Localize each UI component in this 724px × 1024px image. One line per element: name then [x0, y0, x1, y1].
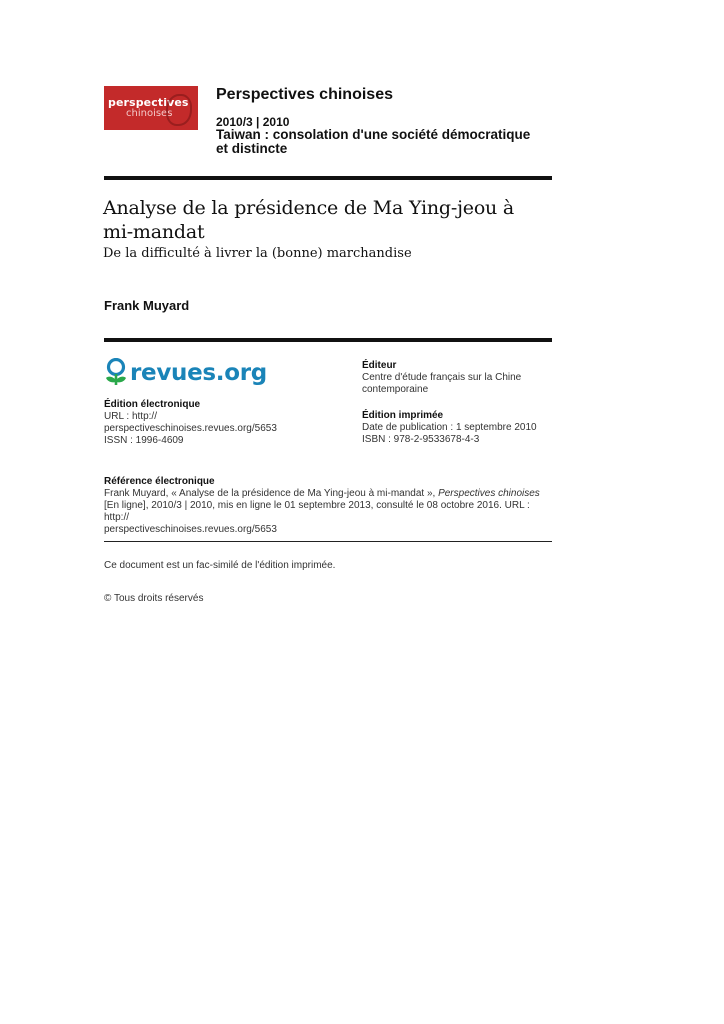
- isbn: ISBN : 978-2-9533678-4-3: [362, 434, 480, 445]
- reference-citation: [104, 488, 552, 536]
- article-divider: [104, 338, 552, 342]
- reference-journal: Perspectives chinoises: [438, 488, 540, 499]
- edition-electronique-info: [104, 411, 324, 447]
- edition-imprimee-info: [362, 422, 552, 446]
- revues-logo[interactable]: [104, 358, 267, 388]
- header-divider: [104, 176, 552, 180]
- reference-part2: [En ligne], 2010/3 | 2010, mis en ligne le 01 septembre 2013, consulté le 08 octobre 2016. URL : http://: [104, 500, 530, 523]
- footer-divider: [104, 541, 552, 542]
- edition-imprimee-label: Édition imprimée: [362, 410, 444, 421]
- edition-url-host[interactable]: perspectiveschinoises.revues.org/5653: [104, 423, 277, 434]
- article-subtitle: De la difficulté à livrer la (bonne) marchandise: [103, 246, 412, 261]
- publication-date: Date de publication : 1 septembre 2010: [362, 422, 537, 433]
- issue-title: Taiwan : consolation d'une société démocratique et distincte: [216, 127, 531, 156]
- revues-leaf-icon: [104, 358, 128, 388]
- editeur-label: Éditeur: [362, 360, 397, 371]
- journal-logo-text: perspectives: [108, 96, 189, 109]
- editeur-value: Centre d'étude français sur la Chine contemporaine: [362, 372, 522, 395]
- reference-url[interactable]: perspectiveschinoises.revues.org/5653: [104, 524, 277, 535]
- edition-issn: ISSN : 1996-4609: [104, 435, 184, 446]
- issue-number: 2010/3 | 2010: [216, 115, 290, 129]
- journal-logo-subtext: chinoises: [126, 108, 173, 119]
- reference-label: Référence électronique: [104, 476, 215, 487]
- calligraphy-icon: [166, 94, 192, 126]
- author-name: Frank Muyard: [104, 298, 190, 313]
- article-title: Analyse de la présidence de Ma Ying-jeou à mi-mandat: [103, 197, 515, 243]
- journal-logo: [104, 86, 198, 130]
- journal-title: Perspectives chinoises: [216, 86, 393, 103]
- facsimile-note: Ce document est un fac-similé de l'édition imprimée.: [104, 560, 336, 571]
- revues-logo-text: revues.org: [130, 360, 267, 386]
- rights-note: © Tous droits réservés: [104, 593, 204, 604]
- edition-url-line: URL : http://: [104, 411, 157, 422]
- edition-electronique-label: Édition électronique: [104, 399, 201, 410]
- reference-part1: Frank Muyard, « Analyse de la présidence de Ma Ying-jeou à mi-mandat »,: [104, 488, 439, 499]
